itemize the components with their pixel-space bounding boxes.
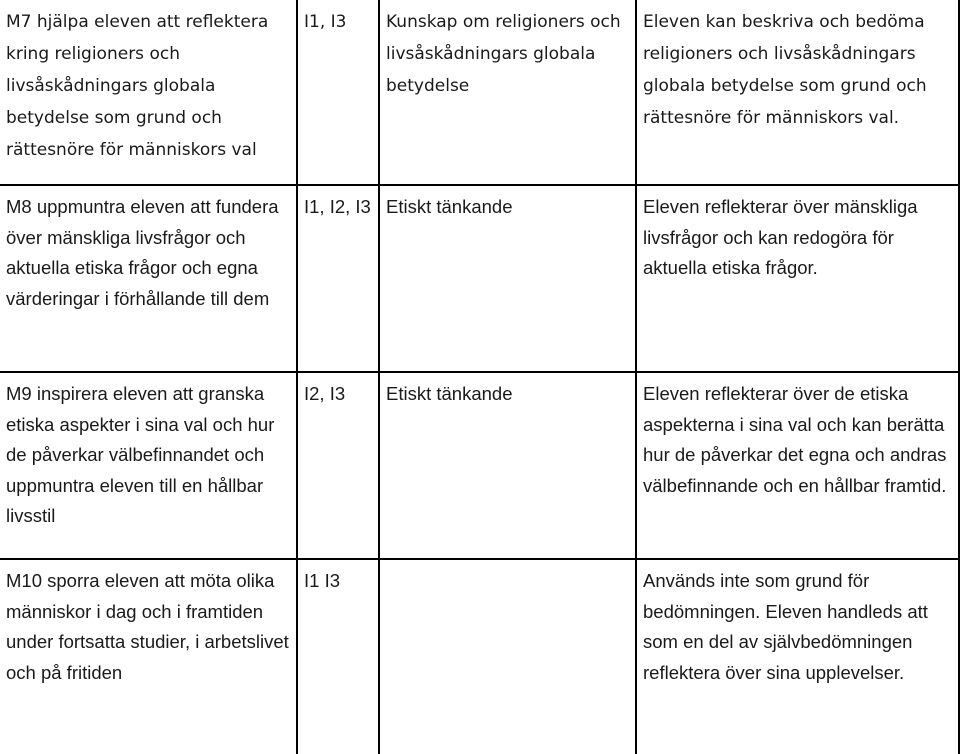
content-cell (379, 372, 636, 559)
goal-cell (0, 0, 297, 185)
table-row (0, 185, 959, 372)
content-text: Etiskt tänkande (386, 383, 513, 404)
criteria-cell (636, 559, 959, 754)
criteria-text: Eleven kan beskriva och bedöma religioners och livsåskådningars globala betydelse som grund och rättesnöre för människors val. (643, 12, 927, 128)
areas-text: I1, I2, I3 (304, 196, 371, 217)
content-text: Etiskt tänkande (386, 196, 513, 217)
table-row (0, 559, 959, 754)
table-row (0, 372, 959, 559)
goal-text: M7 hjälpa eleven att reflektera kring religioners och livsåskådningars globala betydelse som grund och rättesnöre för människors val (6, 12, 269, 160)
criteria-cell (636, 185, 959, 372)
areas-text: I2, I3 (304, 383, 346, 404)
criteria-cell (636, 0, 959, 185)
criteria-cell (636, 372, 959, 559)
content-cell (379, 185, 636, 372)
content-cell (379, 559, 636, 754)
criteria-text: Eleven reflekterar över de etiska aspekterna i sina val och kan berätta hur de påverkar det egna och andras välbefinnande och en hållbar framtid. (643, 383, 947, 496)
goal-cell (0, 185, 297, 372)
areas-cell (297, 0, 379, 185)
areas-text: I1, I3 (304, 12, 347, 32)
areas-cell (297, 185, 379, 372)
criteria-text: Används inte som grund för bedömningen. Eleven handleds att som en del av självbedömningen reflektera över sina upplevelser. (643, 570, 928, 683)
content-text: Kunskap om religioners och livsåskådningars globala betydelse (386, 12, 621, 96)
goal-text: M9 inspirera eleven att granska etiska aspekter i sina val och hur de påverkar välbefinnandet och uppmuntra eleven till en hållbar livsstil (6, 383, 275, 526)
areas-text: I1 I3 (304, 570, 340, 591)
content-cell (379, 0, 636, 185)
goal-text: M8 uppmuntra eleven att fundera över mänskliga livsfrågor och aktuella etiska frågor och egna värderingar i förhållande till dem (6, 196, 279, 309)
goal-cell (0, 372, 297, 559)
criteria-text: Eleven reflekterar över mänskliga livsfrågor och kan redogöra för aktuella etiska frågor. (643, 196, 918, 278)
areas-cell (297, 372, 379, 559)
goal-text: M10 sporra eleven att möta olika människor i dag och i framtiden under fortsatta studier, i arbetslivet och på fritiden (6, 570, 289, 683)
areas-cell (297, 559, 379, 754)
goal-cell (0, 559, 297, 754)
table-row (0, 0, 959, 185)
